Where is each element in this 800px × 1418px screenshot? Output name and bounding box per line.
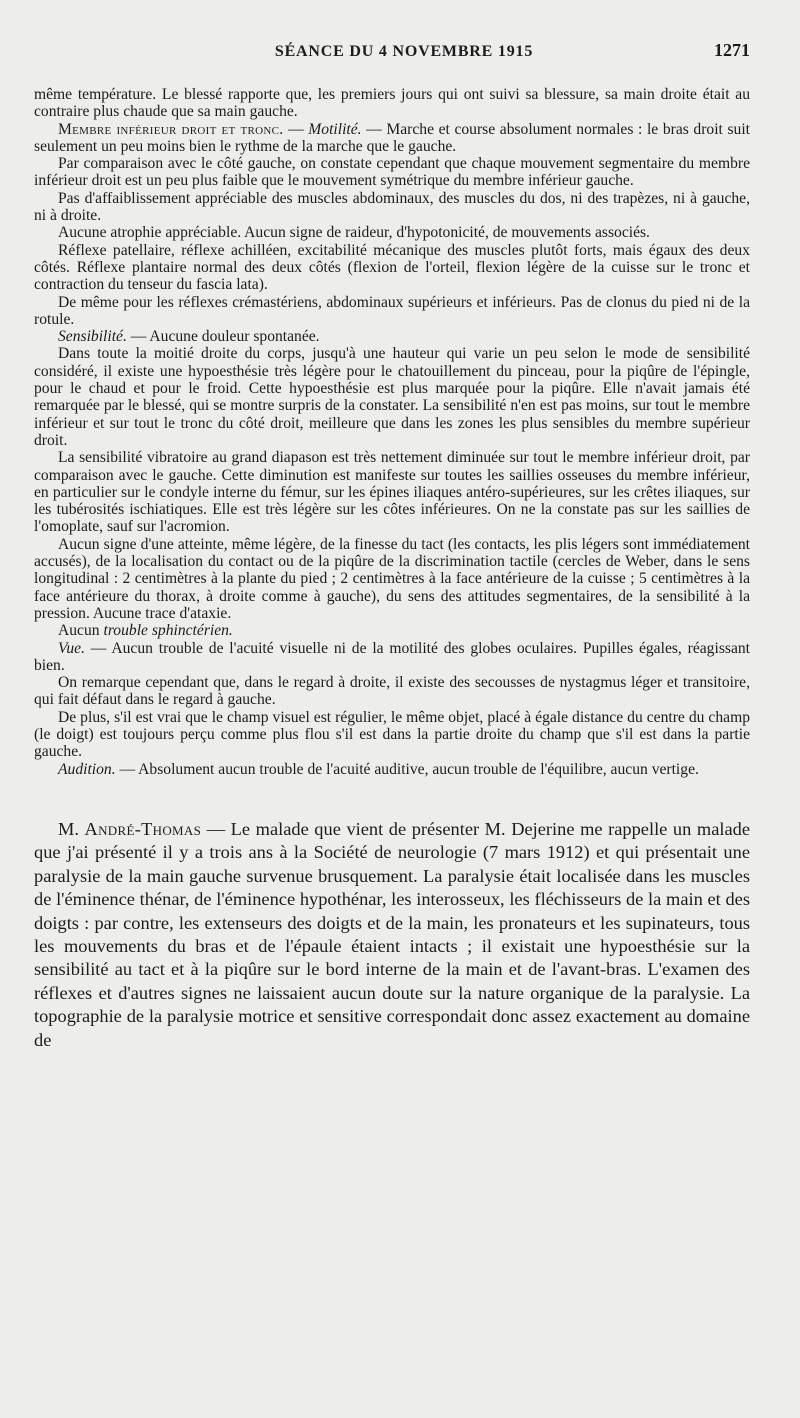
paragraph: La sensibilité vibratoire au grand diapason est très nettement diminuée sur tout le membre inférieur droit, par comparaison avec le gauche. Cette diminution est manifeste sur toutes les saillies osseuses du membre inférieur, en particulier sur le condyle interne du fémur, sur les épines iliaques antéro-supérieures, sur les crêtes iliaques, sur les tubérosités ischiatiques. Elle est très légère sur les côtes inférieures. On ne la constate pas sur les saillies de l'omoplate, sauf sur l'acromion. xyxy=(34,449,750,536)
paragraph: même température. Le blessé rapporte que, les premiers jours qui ont suivi sa blessure, sa main droite était au contraire plus chaude que sa main gauche. xyxy=(34,86,750,121)
clinical-observation xyxy=(34,86,750,778)
paragraph: Audition. — Absolument aucun trouble de l'acuité auditive, aucun trouble de l'équilibre, aucun vertige. xyxy=(58,760,699,778)
paragraph: De plus, s'il est vrai que le champ visuel est régulier, le même objet, placé à égale distance du centre du champ (le doigt) est toujours perçu comme plus flou s'il est dans la partie droite du champ que s'il est dans la partie gauche. xyxy=(34,708,750,761)
section-subheading: Motilité. xyxy=(308,120,362,138)
page-header xyxy=(34,40,750,80)
paragraph: Par comparaison avec le côté gauche, on constate cependant que chaque mouvement segmentaire du membre inférieur droit est un peu plus faible que le mouvement symétrique du membre inférieur gauche. xyxy=(34,155,750,190)
page-number: 1271 xyxy=(714,40,750,60)
paragraph: M. André-Thomas — Le malade que vient de présenter M. Dejerine me rappelle un malade que j'ai présenté il y a trois ans à la Société de neurologie (7 mars 1912) et qui présentait une paralysie de la main gauche survenue brusquement. La paralysie était localisée dans les muscles de l'éminence thénar, de l'éminence hypothénar, les interosseux, les fléchisseurs de la main et des doigts : par contre, les extenseurs des doigts et de la main, les pronateurs et les supinateurs, tous les mouvements du bras et de l'épaule étaient intacts ; il existait une hypoesthésie sur la sensibilité au tact et à la piqûre sur le bord interne de la main et de l'avant-bras. L'examen des réflexes et d'autres signes ne laissaient aucun doute sur la nature organique de la paralysie. La topographie de la paralysie motrice et sensitive correspondait donc assez exactement au domaine de xyxy=(34,818,750,1050)
section-heading: Membre inférieur droit et tronc. xyxy=(58,120,284,138)
running-title: SÉANCE DU 4 NOVEMBRE 1915 xyxy=(274,43,534,60)
paragraph: Aucune atrophie appréciable. Aucun signe de raideur, d'hypotonicité, de mouvements associés. xyxy=(58,224,650,242)
paragraph: De même pour les réflexes crémastériens, abdominaux supérieurs et inférieurs. Pas de clonus du pied ni de la rotule. xyxy=(34,293,750,328)
author-name: André-Thomas xyxy=(84,818,202,839)
paragraph: Réflexe patellaire, réflexe achilléen, excitabilité mécanique des muscles plutôt forts, mais égaux des deux côtés. Réflexe plantaire normal des deux côtés (flexion de l'orteil, flexion légère de la cuisse sur le tronc et contraction du tenseur du fascia lata). xyxy=(34,241,750,294)
paragraph: Aucun signe d'une atteinte, même légère, de la finesse du tact (les contacts, les plis légers sont immédiatement accusés), de la localisation du contact ou de la piqûre de la discrimination tactile (cercles de Weber, dans le sens longitudinal : 2 centimètres à la plante du pied ; 2 centimètres à la face antérieure de la cuisse ; 5 centimètres à la face antérieure du thorax, à droite comme à gauche), du sens des attitudes segmentaires, de la sensibilité à la pression. Aucune trace d'ataxie. xyxy=(34,535,750,622)
paragraph: Aucun trouble sphinctérien. xyxy=(58,622,233,640)
section-subheading: Sensibilité. xyxy=(58,328,127,346)
paragraph: Pas d'affaiblissement appréciable des muscles abdominaux, des muscles du dos, ni des trapèzes, ni à gauche, ni à droite. xyxy=(34,189,750,225)
paragraph: On remarque cependant que, dans le regard à droite, il existe des secousses de nystagmus léger et transitoire, qui fait défaut dans le regard à gauche. xyxy=(34,674,750,709)
section-subheading: Audition. xyxy=(58,760,116,778)
section-subheading: Vue. xyxy=(58,639,85,657)
paragraph: Dans toute la moitié droite du corps, jusqu'à une hauteur qui varie un peu selon le mode de sensibilité considéré, il existe une hypoesthésie très légère pour le chatouillement du pinceau, pour la piqûre de l'épingle, pour le chaud et pour le froid. Cette hypoesthésie est plus marquée pour la piqûre. Elle n'avait jamais été remarquée par le blessé, qui se montre surpris de la constater. La sensibilité n'en est pas moins, sur tout le membre inférieur et sur tout le tronc du côté droit, meilleure que dans les zones les plus sensibles du membre supérieur droit. xyxy=(34,345,750,449)
paragraph: Vue. — Aucun trouble de l'acuité visuelle ni de la motilité des globes oculaires. Pupilles égales, réagissant bien. xyxy=(34,639,751,674)
paragraph: Membre inférieur droit et tronc. — Motilité. — Marche et course absolument normales : le bras droit suit seulement un peu moins bien le rythme de la marche que le gauche. xyxy=(34,120,751,155)
communication-andre-thomas xyxy=(34,818,750,1052)
paragraph: Sensibilité. — Aucune douleur spontanée. xyxy=(58,328,320,346)
